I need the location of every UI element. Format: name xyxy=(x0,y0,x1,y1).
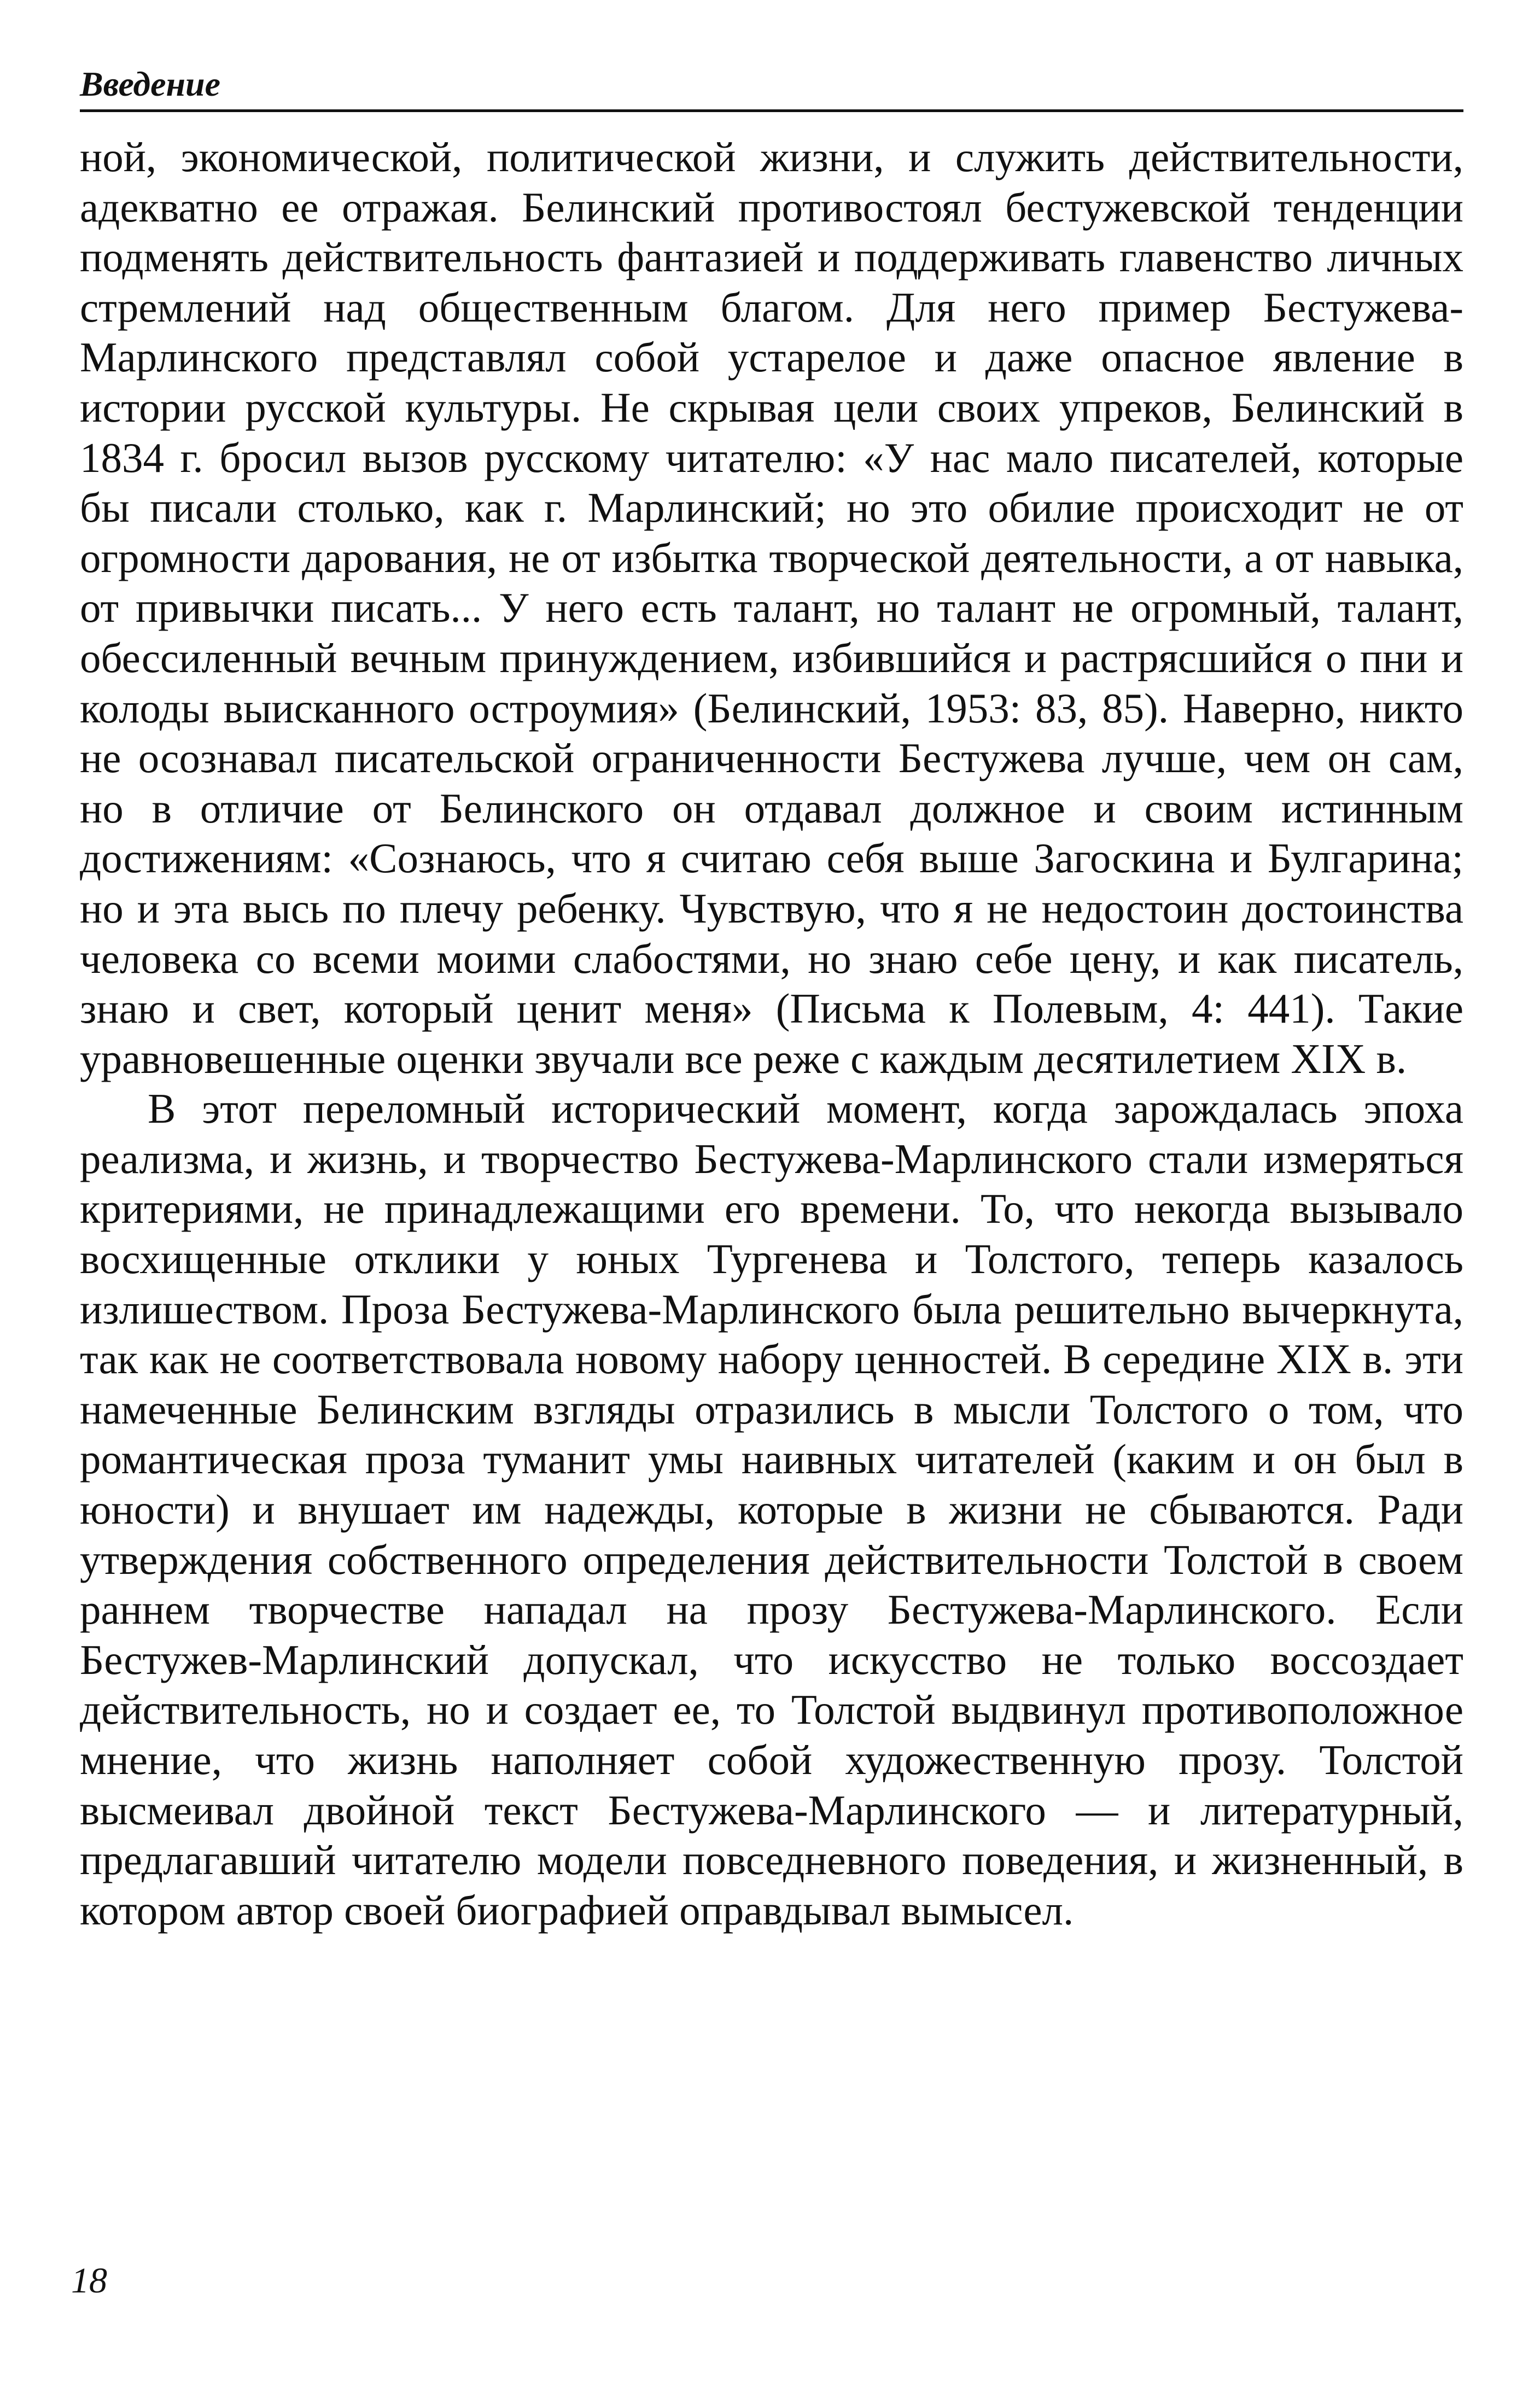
paragraph-continued: ной, экономической, политической жизни, и служить действительности, адекватно ее отражая. Белинский противостоял бестужевской тенденции подменять действительность фантазией и поддерживать главенство личных стремлений над общественным благом. Для него пример Бестужева-Марлинского представлял собой устарелое и даже опасное явление в истории русской культуры. Не скрывая цели своих упреков, Белинский в 1834 г. бросил вызов русскому читателю: «У нас мало писателей, которые бы писали столько, как г. Марлинский; но это обилие происходит не от огромности дарования, не от избытка творческой деятельности, а от навыка, от привычки писать... У него есть талант, но талант не огромный, талант, обессиленный вечным принуждением, избившийся и растрясшийся о пни и колоды выисканного остроумия» (Белинский, 1953: 83, 85). Наверно, никто не осознавал писательской ограниченности Бестужева лучше, чем он сам, но в отличие от Белинского он отдавал должное и своим истинным достижениям: «Сознаюсь, что я считаю себя выше Загоскина и Булгарина; но и эта высь по плечу ребенку. Чувствую, что я не недостоин достоинства человека со всеми моими слабостями, но знаю себе цену, и как писатель, знаю и свет, который ценит меня» (Письма к Полевым, 4: 441). Такие уравновешенные оценки звучали все реже с каждым десятилетием XIX в. xyxy=(80,133,1463,1082)
running-title: Введение xyxy=(80,65,220,103)
page-number: 18 xyxy=(71,2261,107,2301)
body-text xyxy=(80,132,1463,1935)
running-header xyxy=(80,65,1463,112)
paragraph: В этот переломный исторический момент, когда зарождалась эпоха реализма, и жизнь, и творчество Бестужева-Марлинского стали измеряться критериями, не принадлежащими его времени. То, что некогда вызывало восхищенные отклики у юных Тургенева и Толстого, теперь казалось излишеством. Проза Бестужева-Марлинского была решительно вычеркнута, так как не соответствовала новому набору ценностей. В середине XIX в. эти намеченные Белинским взгляды отразились в мысли Толстого о том, что романтическая проза туманит умы наивных читателей (каким и он был в юности) и внушает им надежды, которые в жизни не сбываются. Ради утверждения собственного определения действительности Толстой в своем раннем творчестве нападал на прозу Бестужева-Марлинского. Если Бестужев-Марлинский допускал, что искусство не только воссоздает действительность, но и создает ее, то Толстой выдвинул противоположное мнение, что жизнь наполняет собой художественную прозу. Толстой высмеивал двойной текст Бестужева-Марлинского — и литературный, предлагавший читателю модели повседневного поведения, и жизненный, в котором автор своей биографией оправдывал вымысел. xyxy=(80,1085,1463,1934)
